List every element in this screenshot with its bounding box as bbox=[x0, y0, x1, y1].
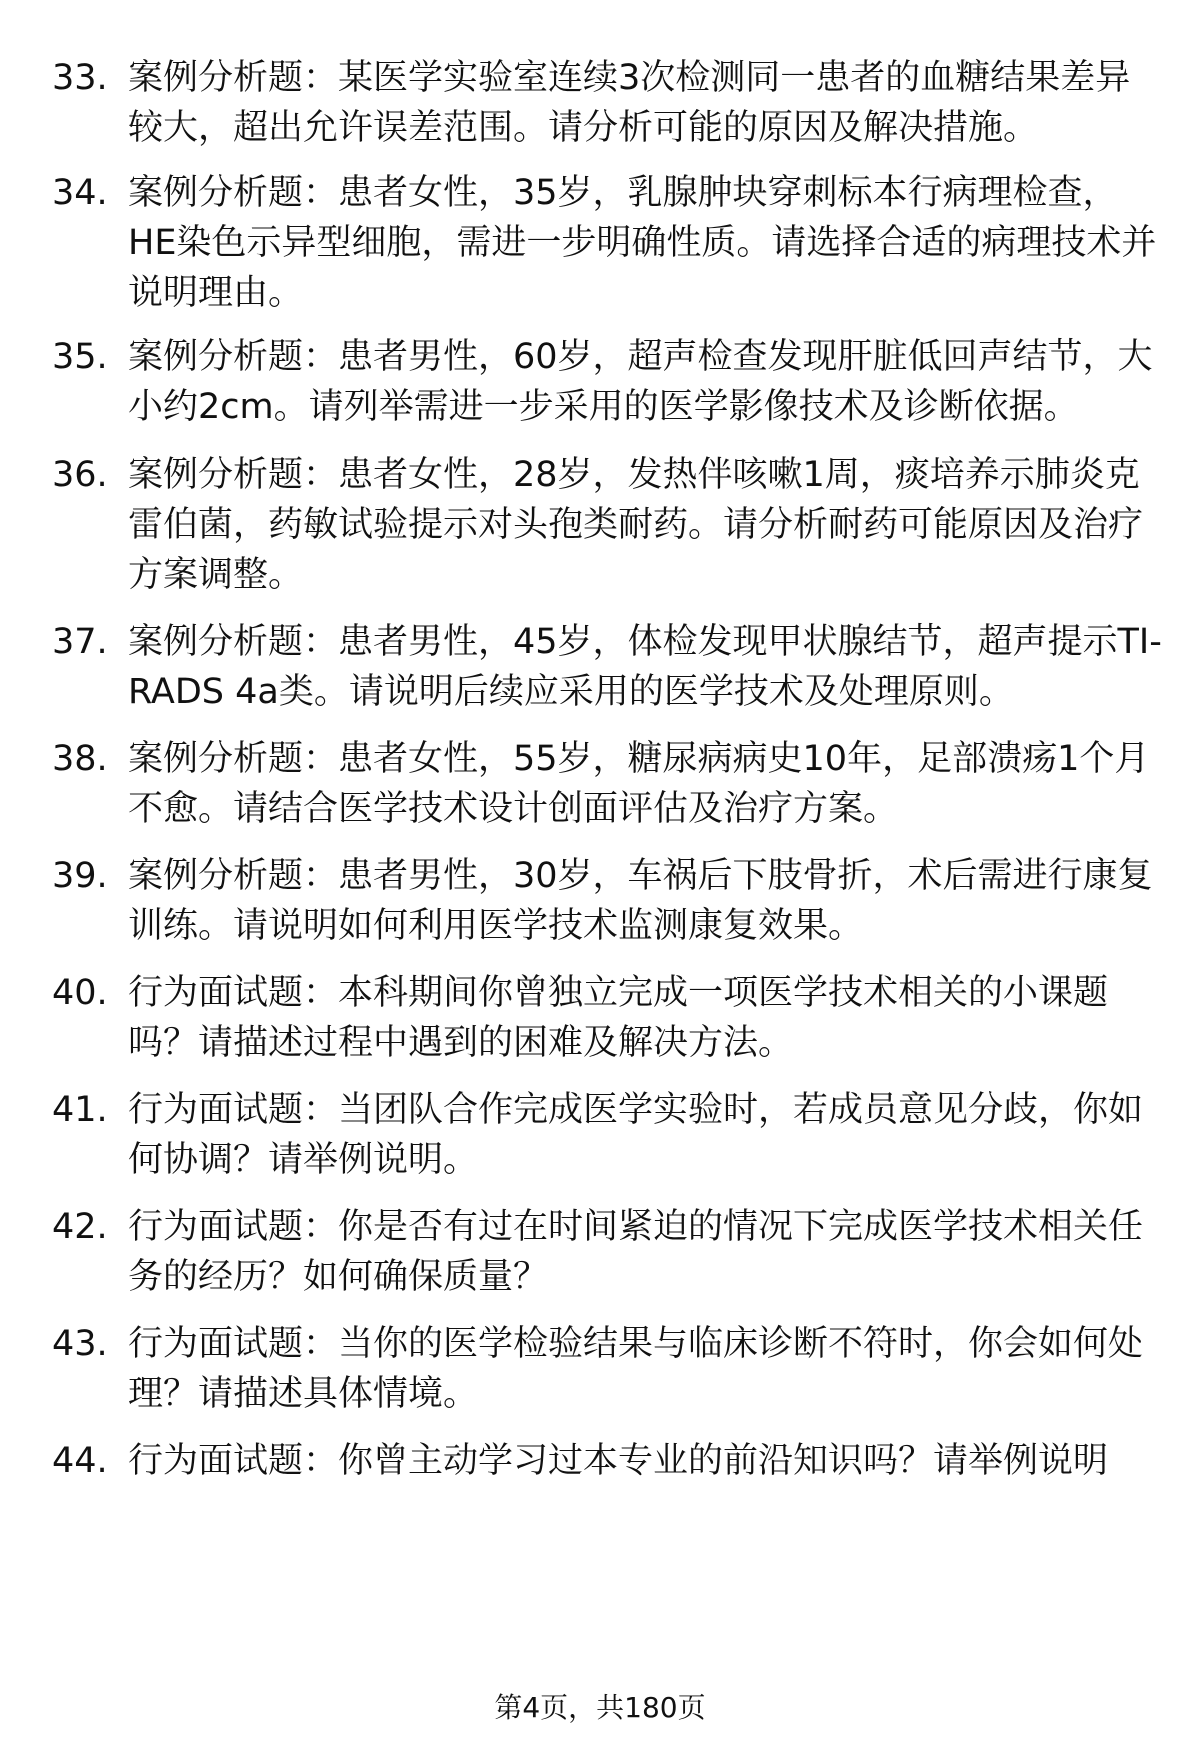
question-text: 案例分析题：某医学实验室连续3次检测同一患者的血糖结果差异较大，超出允许误差范围。请分析可能的原因及解决措施。 bbox=[128, 58, 1131, 148]
question-number: 39. bbox=[52, 856, 108, 896]
question-text: 行为面试题：你曾主动学习过本专业的前沿知识吗？请举例说明 bbox=[128, 1441, 1109, 1481]
question-number: 40. bbox=[52, 973, 108, 1013]
question-number: 38. bbox=[52, 739, 108, 779]
question-item bbox=[52, 332, 1162, 432]
question-text: 行为面试题：你是否有过在时间紧迫的情况下完成医学技术相关任务的经历？如何确保质量？ bbox=[128, 1207, 1144, 1297]
question-text: 行为面试题：本科期间你曾独立完成一项医学技术相关的小课题吗？请描述过程中遇到的困难及解决方法。 bbox=[128, 973, 1109, 1063]
question-text: 行为面试题：当团队合作完成医学实验时，若成员意见分歧，你如何协调？请举例说明。 bbox=[128, 1090, 1144, 1180]
question-number: 42. bbox=[52, 1207, 108, 1247]
question-number: 41. bbox=[52, 1090, 108, 1130]
question-item bbox=[52, 1085, 1162, 1185]
question-number: 44. bbox=[52, 1441, 108, 1481]
question-item bbox=[52, 1202, 1162, 1302]
page-footer: 第4页，共180页 bbox=[494, 1691, 706, 1724]
question-text: 行为面试题：当你的医学检验结果与临床诊断不符时，你会如何处理？请描述具体情境。 bbox=[128, 1324, 1144, 1414]
question-text: 案例分析题：患者女性，55岁，糖尿病病史10年，足部溃疡1个月不愈。请结合医学技术设计创面评估及治疗方案。 bbox=[128, 739, 1150, 829]
question-number: 33. bbox=[52, 58, 108, 98]
question-number: 35. bbox=[52, 337, 108, 377]
question-number: 43. bbox=[52, 1324, 108, 1364]
question-number: 37. bbox=[52, 622, 108, 662]
question-text: 案例分析题：患者男性，45岁，体检发现甲状腺结节，超声提示TI-RADS 4a类。请说明后续应采用的医学技术及处理原则。 bbox=[128, 622, 1162, 712]
question-item bbox=[52, 734, 1162, 834]
question-text: 案例分析题：患者男性，60岁，超声检查发现肝脏低回声结节，大小约2cm。请列举需进一步采用的医学影像技术及诊断依据。 bbox=[128, 337, 1153, 427]
question-item bbox=[52, 1319, 1162, 1419]
question-item bbox=[52, 53, 1162, 153]
question-number: 36. bbox=[52, 455, 108, 495]
question-item bbox=[52, 851, 1162, 951]
question-text: 案例分析题：患者男性，30岁，车祸后下肢骨折，术后需进行康复训练。请说明如何利用医学技术监测康复效果。 bbox=[128, 856, 1153, 946]
question-number: 34. bbox=[52, 173, 108, 213]
question-text: 案例分析题：患者女性，35岁，乳腺肿块穿刺标本行病理检查，HE染色示异型细胞，需进一步明确性质。请选择合适的病理技术并说明理由。 bbox=[128, 173, 1157, 313]
question-item bbox=[52, 1436, 1162, 1486]
question-item bbox=[52, 968, 1162, 1068]
question-item bbox=[52, 617, 1162, 717]
question-item bbox=[52, 168, 1162, 318]
question-text: 案例分析题：患者女性，28岁，发热伴咳嗽1周，痰培养示肺炎克雷伯菌，药敏试验提示对头孢类耐药。请分析耐药可能原因及治疗方案调整。 bbox=[128, 455, 1144, 595]
question-item bbox=[52, 450, 1162, 600]
